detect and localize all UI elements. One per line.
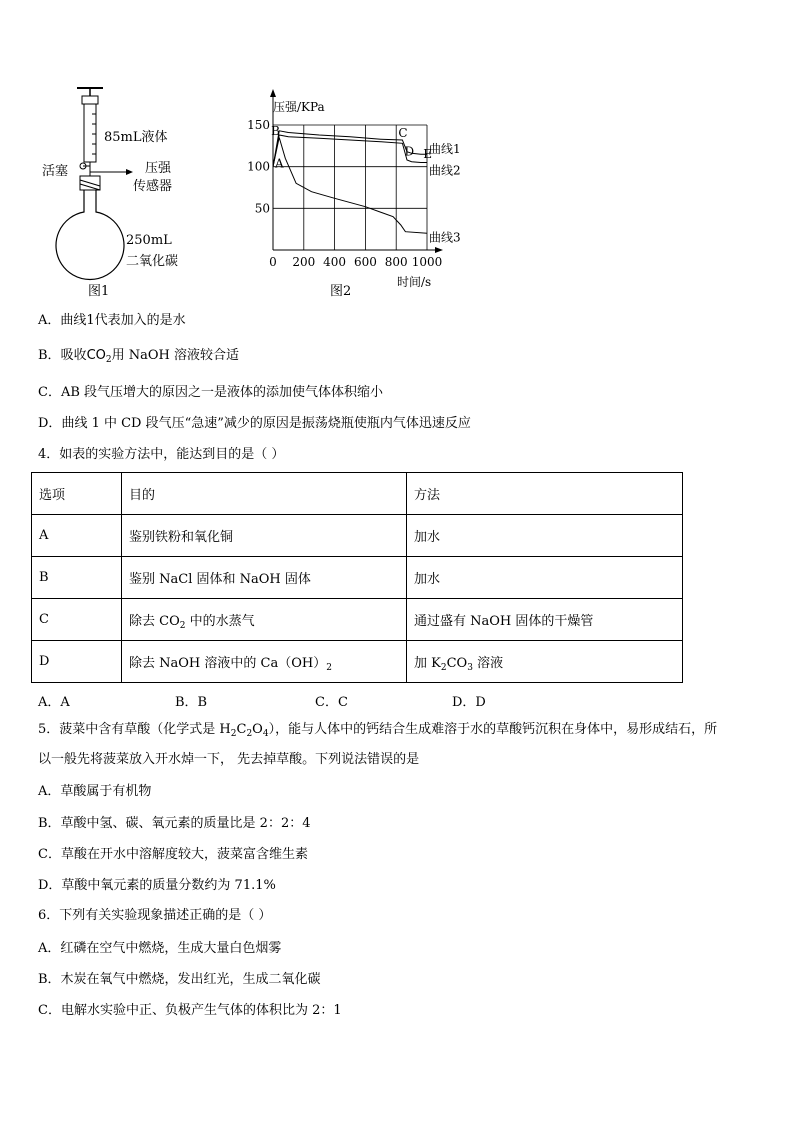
y-tick-label: 150 (247, 118, 270, 132)
q5-option-c: C．草酸在开水中溶解度较大，菠菜富含维生素 (38, 847, 308, 862)
pressure-chart (245, 85, 475, 295)
q6-option-b: B．木炭在氧气中燃烧，发出红光，生成二氧化碳 (38, 972, 321, 987)
q4-table (31, 472, 683, 683)
q6-stem: 6．下列有关实验现象描述正确的是（ ） (38, 908, 272, 923)
table-header-row: 选项 目的 方法 (32, 473, 683, 515)
q5-option-b: B．草酸中氢、碳、氧元素的质量比是 2：2：4 (38, 816, 311, 831)
series-label: 曲线2 (429, 163, 461, 178)
x-tick-label: 400 (323, 255, 347, 269)
table-row: D 除去 NaOH 溶液中的 $Ca(OH)_2$ 加 $K_2CO_3$ 溶液 (32, 641, 683, 683)
flask-volume-label: 250mL (126, 233, 172, 248)
q4-answer-c: C．C (315, 695, 348, 710)
sensor-label-1: 压强 (145, 161, 172, 176)
y-axis-arrow-icon (270, 89, 276, 97)
x-tick-label: 600 (353, 255, 377, 269)
chart-xlabel: 时间/s (397, 275, 432, 289)
valve-label: 活塞 (42, 164, 69, 179)
x-tick-label: 1000 (411, 255, 443, 269)
flask-gas-label: 二氧化碳 (126, 254, 179, 269)
q5-option-d: D．草酸中氧元素的质量分数约为 71.1% (38, 878, 276, 893)
q3-option-d: D．曲线 1 中 CD 段气压“急速”减少的原因是振荡烧瓶使瓶内气体迅速反应 (38, 416, 471, 431)
q6-option-c: C．电解水实验中正、负极产生气体的体积比为 2：1 (38, 1003, 342, 1018)
q5-stem-line2: 以一般先将菠菜放入开水焯一下， 先去掉草酸。下列说法错误的是 (38, 752, 420, 767)
q3-option-b: B．吸收$CO_2$用 NaOH 溶液较合适 (38, 348, 240, 365)
figure2-caption: 图2 (330, 284, 352, 299)
point-label: E (423, 147, 433, 162)
q5-option-a: A．草酸属于有机物 (38, 784, 152, 799)
liquid-label: 85mL液体 (104, 130, 168, 145)
sensor-label-2: 传感器 (133, 179, 173, 194)
point-label: A (275, 156, 284, 171)
x-tick-label: 200 (292, 255, 316, 269)
q6-option-a: A．红磷在空气中燃烧，生成大量白色烟雾 (38, 941, 282, 956)
y-tick-label: 50 (254, 201, 270, 216)
point-label: D (404, 144, 415, 159)
series-label: 曲线3 (429, 230, 461, 245)
q4-stem: 4．如表的实验方法中，能达到目的是（ ） (38, 447, 285, 462)
q4-answer-b: B．B (175, 695, 208, 710)
chart-ylabel: 压强/KPa (273, 100, 325, 114)
q5-stem-line1: 5．菠菜中含有草酸（化学式是 $H_2C_2O_4$），能与人体中的钙结合生成难溶于水的草酸钙沉积在身体中，易形成结石，所 (38, 722, 718, 739)
point-label: B (271, 123, 280, 138)
point-label: C (398, 126, 408, 140)
x-tick-label: 0 (269, 255, 277, 269)
table-row: C 除去 $CO_2$ 中的水蒸气 通过盛有 NaOH 固体的干燥管 (32, 599, 683, 641)
y-tick-label: 100 (247, 159, 270, 174)
q3-option-a: A．曲线1代表加入的是水 (38, 313, 186, 328)
x-axis-arrow-icon (435, 247, 443, 253)
table-row: A 鉴别铁粉和氧化铜 加水 (32, 515, 683, 557)
x-tick-label: 800 (384, 255, 408, 269)
q4-answer-d: D．D (452, 695, 486, 710)
figure1-caption: 图1 (88, 284, 110, 299)
table-row: B 鉴别 NaCl 固体和 NaOH 固体 加水 (32, 557, 683, 599)
series-label: 曲线1 (429, 142, 461, 157)
q3-option-c: C．AB 段气压增大的原因之一是液体的添加使气体体积缩小 (38, 385, 384, 400)
q4-answer-a: A．A (38, 695, 70, 710)
